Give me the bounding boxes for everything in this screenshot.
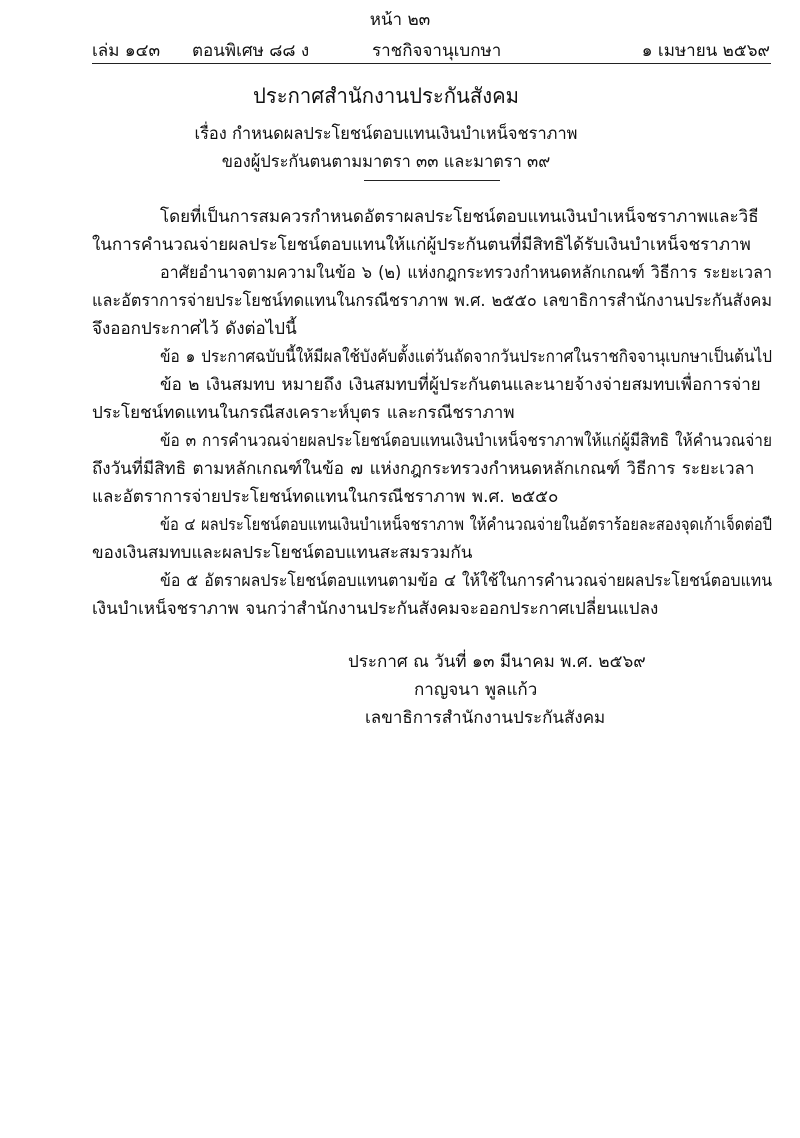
subject-line-1: เรื่อง กำหนดผลประโยชน์ตอบแทนเงินบำเหน็จชราภาพ [194, 124, 578, 144]
signatory-name: กาญจนา พูลแก้ว [414, 680, 538, 700]
clause-4-line-1: ข้อ ๔ ผลประโยชน์ตอบแทนเงินบำเหน็จชราภาพ ให้คำนวณจ่ายในอัตราร้อยละสองจุดเก้าเจ็ดต่อปี [160, 515, 773, 535]
announcement-date: ประกาศ ณ วันที่ ๑๓ มีนาคม พ.ศ. ๒๕๖๙ [348, 652, 646, 672]
authority-line-1: อาศัยอำนาจตามความในข้อ ๖ (๒) แห่งกฎกระทรวงกำหนดหลักเกณฑ์ วิธีการ ระยะเวลา [160, 263, 773, 283]
clause-2-line-1: ข้อ ๒ เงินสมทบ หมายถึง เงินสมทบที่ผู้ประกันตนและนายจ้างจ่ายสมทบเพื่อการจ่าย [160, 375, 761, 395]
issue-label: ตอนพิเศษ ๘๘ ง [192, 41, 310, 61]
volume-label: เล่ม ๑๔๓ [92, 41, 161, 61]
clause-4-line-2: ของเงินสมทบและผลประโยชน์ตอบแทนสะสมรวมกัน [92, 543, 473, 563]
subject-line-2: ของผู้ประกันตนตามมาตรา ๓๓ และมาตรา ๓๙ [221, 152, 551, 172]
announcement-title: ประกาศสำนักงานประกันสังคม [252, 84, 520, 108]
header-divider [92, 63, 771, 64]
authority-line-3: จึงออกประกาศไว้ ดังต่อไปนี้ [92, 319, 297, 339]
title-divider [364, 180, 500, 181]
preamble-line-2: ในการคำนวณจ่ายผลประโยชน์ตอบแทนให้แก่ผู้ประกันตนที่มีสิทธิได้รับเงินบำเหน็จชราภาพ [92, 235, 751, 255]
authority-line-2: และอัตราการจ่ายประโยชน์ทดแทนในกรณีชราภาพ พ.ศ. ๒๕๕๐ เลขาธิการสำนักงานประกันสังคม [92, 291, 773, 311]
clause-2-line-2: ประโยชน์ทดแทนในกรณีสงเคราะห์บุตร และกรณีชราภาพ [92, 403, 515, 423]
preamble-line-1: โดยที่เป็นการสมควรกำหนดอัตราผลประโยชน์ตอบแทนเงินบำเหน็จชราภาพและวิธี [160, 207, 759, 227]
signatory-position: เลขาธิการสำนักงานประกันสังคม [365, 708, 606, 728]
clause-3-line-3: และอัตราการจ่ายประโยชน์ทดแทนในกรณีชราภาพ พ.ศ. ๒๕๕๐ [92, 487, 559, 507]
publication-name: ราชกิจจานุเบกษา [372, 41, 502, 61]
clause-5-line-2: เงินบำเหน็จชราภาพ จนกว่าสำนักงานประกันสังคมจะออกประกาศเปลี่ยนแปลง [92, 599, 659, 619]
page-number: หน้า ๒๓ [369, 10, 431, 30]
clause-5-line-1: ข้อ ๕ อัตราผลประโยชน์ตอบแทนตามข้อ ๔ ให้ใช้ในการคำนวณจ่ายผลประโยชน์ตอบแทน [160, 571, 773, 591]
clause-1-line-1: ข้อ ๑ ประกาศฉบับนี้ให้มีผลใช้บังคับตั้งแต่วันถัดจากวันประกาศในราชกิจจานุเบกษาเป็นต้นไป [160, 347, 773, 367]
clause-3-line-2: ถึงวันที่มีสิทธิ ตามหลักเกณฑ์ในข้อ ๗ แห่งกฎกระทรวงกำหนดหลักเกณฑ์ วิธีการ ระยะเวลา [92, 459, 755, 479]
publication-date: ๑ เมษายน ๒๕๖๙ [641, 41, 770, 61]
clause-3-line-1: ข้อ ๓ การคำนวณจ่ายผลประโยชน์ตอบแทนเงินบำเหน็จชราภาพให้แก่ผู้มีสิทธิ ให้คำนวณจ่าย [160, 431, 773, 451]
